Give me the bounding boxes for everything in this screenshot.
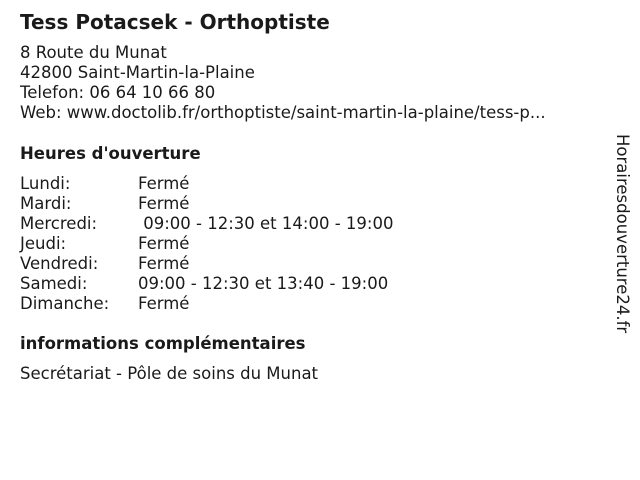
day-hours: Fermé	[138, 234, 190, 253]
city-address: 42800 Saint-Martin-la-Plaine	[20, 63, 255, 82]
contact-info	[20, 43, 546, 123]
day-label: Dimanche:	[20, 294, 110, 313]
website-link[interactable]: Web: www.doctolib.fr/orthoptiste/saint-martin-la-plaine/tess-p...	[20, 103, 546, 122]
day-label: Mardi:	[20, 194, 72, 213]
site-watermark: Horairesdouverture24.fr	[613, 134, 632, 334]
day-label: Lundi:	[20, 174, 71, 193]
day-hours: Fermé	[138, 194, 190, 213]
day-label: Jeudi:	[20, 234, 67, 253]
day-label: Mercredi:	[20, 214, 98, 233]
day-label: Vendredi:	[20, 254, 99, 273]
hours-heading: Heures d'ouverture	[20, 144, 201, 163]
day-hours: Fermé	[138, 174, 190, 193]
extra-info-heading: informations complémentaires	[20, 334, 306, 353]
day-hours: 09:00 - 12:30 et 14:00 - 19:00	[138, 214, 394, 233]
day-label: Samedi:	[20, 274, 88, 293]
page-title: Tess Potacsek - Orthoptiste	[20, 10, 330, 34]
phone-number: Telefon: 06 64 10 66 80	[20, 83, 216, 102]
day-hours: 09:00 - 12:30 et 13:40 - 19:00	[138, 274, 389, 293]
extra-info-text: Secrétariat - Pôle de soins du Munat	[20, 364, 319, 383]
day-hours: Fermé	[138, 294, 190, 313]
street-address: 8 Route du Munat	[20, 43, 167, 62]
day-hours: Fermé	[138, 254, 190, 273]
